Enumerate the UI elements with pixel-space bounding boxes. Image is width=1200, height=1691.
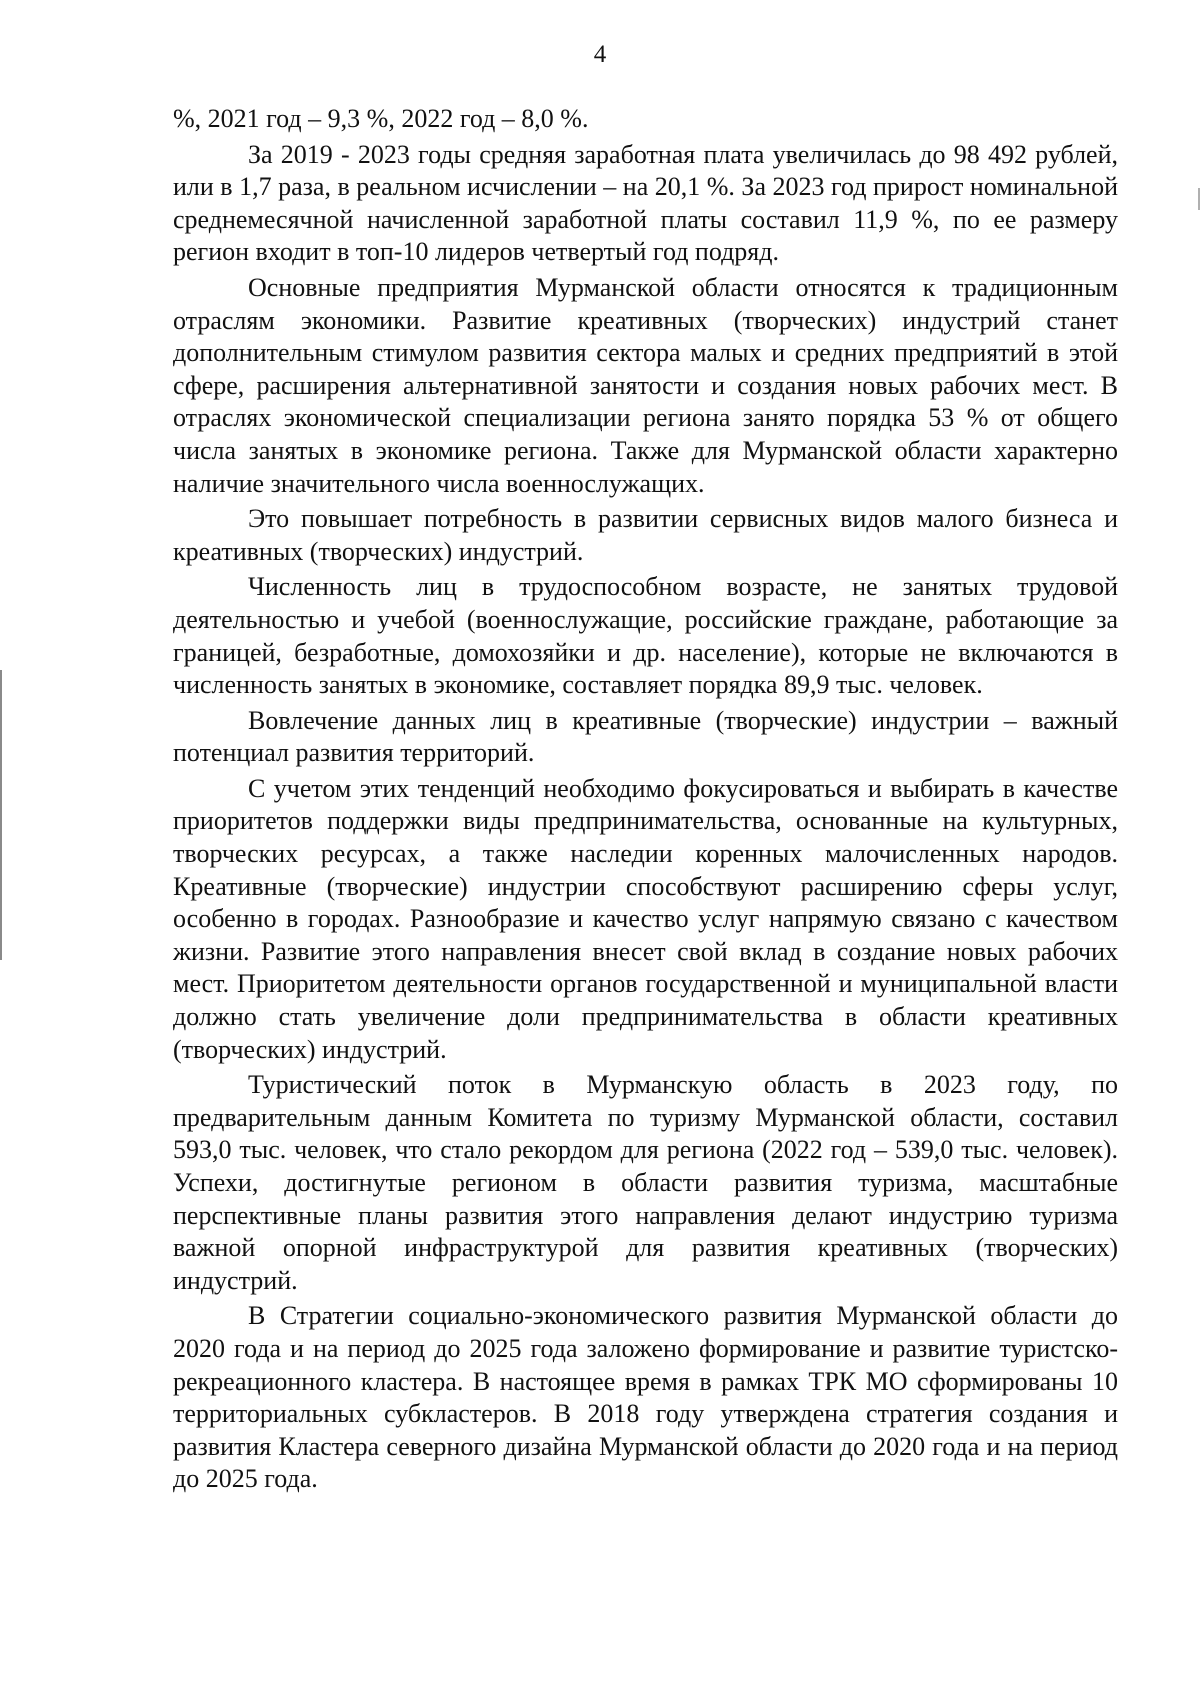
paragraph-priorities: С учетом этих тенденций необходимо фокусироваться и выбирать в качестве приоритетов поддержки виды предпринимательства, основанные на культурных, творческих ресурсах, а также наследии коренных малочисленных народов. Креативные (творческие) индустрии способствуют расширению сферы услуг, особенно в городах. Разнообразие и качество услуг напрямую связано с качеством жизни. Развитие этого направления внесет свой вклад в создание новых рабочих мест. Приоритетом деятельности органов государственной и муниципальной власти должно стать увеличение доли предпринимательства в области креативных (творческих) индустрий.: [173, 773, 1118, 1064]
paragraph-strategy: В Стратегии социально-экономического развития Мурманской области до 2020 года и на период до 2025 года заложено формирование и развитие туристско-рекреационного кластера. В настоящее время в рамках ТРК МО сформированы 10 территориальных субкластеров. В 2018 году утверждена стратегия создания и развития Кластера северного дизайна Мурманской области до 2020 года и на период до 2025 года.: [173, 1301, 1118, 1494]
body-text: [173, 103, 1118, 1499]
paragraph-involvement: Вовлечение данных лиц в креативные (творческие) индустрии – важный потенциал развития территорий.: [173, 705, 1118, 768]
scan-margin-line: [0, 670, 2, 960]
page-number: 4: [593, 41, 607, 68]
paragraph-service-demand: Это повышает потребность в развитии сервисных видов малого бизнеса и креативных (творческих) индустрий.: [173, 504, 1118, 566]
paragraph-salary: За 2019 - 2023 годы средняя заработная плата увеличилась до 98 492 рублей, или в 1,7 раза, в реальном исчислении – на 20,1 %. За 2023 год прирост номинальной среднемесячной начисленной заработной платы составил 11,9 %, по ее размеру регион входит в топ-10 лидеров четвертый год подряд.: [173, 139, 1118, 267]
paragraph-continuation: %, 2021 год – 9,3 %, 2022 год – 8,0 %.: [173, 104, 589, 133]
paragraph-tourism: Туристический поток в Мурманскую область в 2023 году, по предварительным данным Комитета по туризму Мурманской области, составил 593,0 тыс. человек, что стало рекордом для региона (2022 год – 539,0 тыс. человек). Успехи, достигнутые регионом в области развития туризма, масштабные перспективные планы развития этого направления делают индустрию туризма важной опорной инфраструктурой для развития креативных (творческих) индустрий.: [173, 1070, 1118, 1295]
paragraph-unemployed-population: Численность лиц в трудоспособном возрасте, не занятых трудовой деятельностью и учебой (военнослужащие, российские граждане, работающие за границей, безработные, домохозяйки и др. население), которые не включаются в численность занятых в экономике, составляет порядка 89,9 тыс. человек.: [173, 572, 1118, 700]
paragraph-enterprises: Основные предприятия Мурманской области относятся к традиционным отраслям экономики. Развитие креативных (творческих) индустрий станет дополнительным стимулом развития сектора малых и средних предприятий в этой сфере, расширения альтернативной занятости и создания новых рабочих мест. В отраслях экономической специализации региона занято порядка 53 % от общего числа занятых в экономике региона. Также для Мурманской области характерно наличие значительного числа военнослужащих.: [173, 272, 1118, 498]
